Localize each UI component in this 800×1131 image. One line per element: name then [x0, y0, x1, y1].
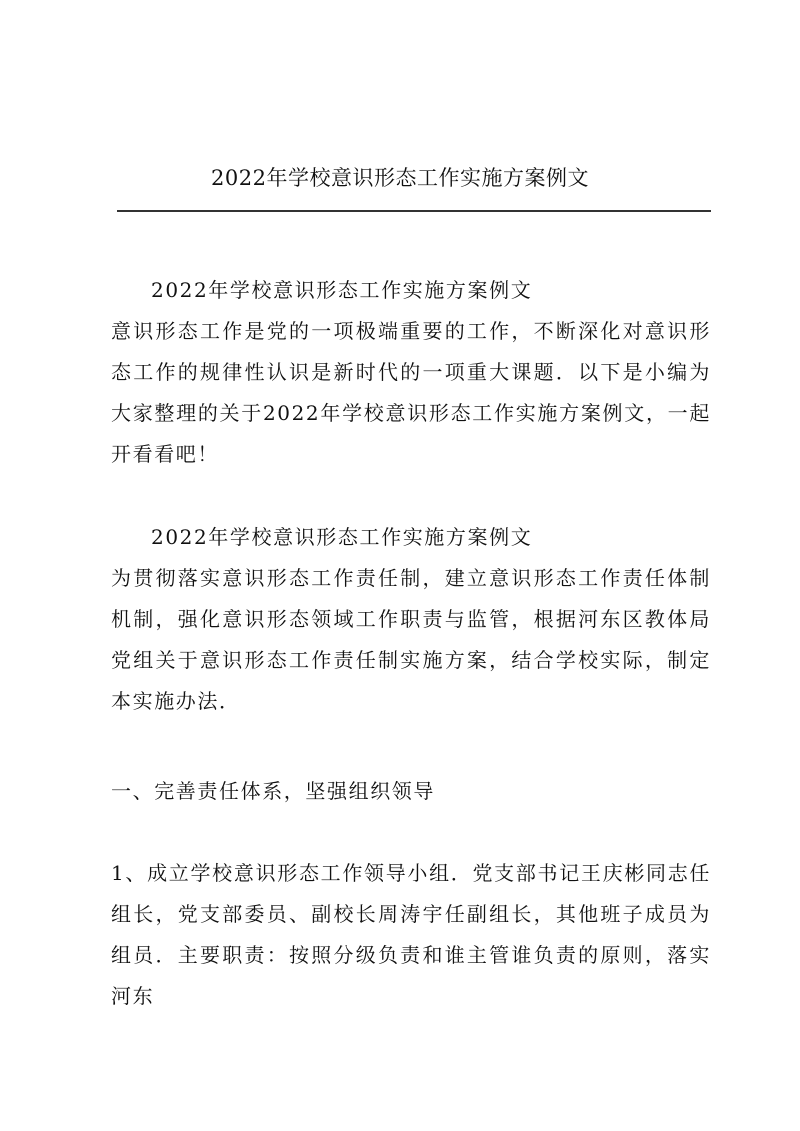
document-title: 2022年学校意识形态工作实施方案例文 — [211, 166, 589, 190]
section-one-heading: 一、完善责任体系，坚强组织领导 — [111, 779, 435, 803]
intro-section — [111, 270, 711, 475]
item-one-paragraph: 1、成立学校意识形态工作领导小组．党支部书记王庆彬同志任组长，党支部委员、副校长周涛宇任副组长，其他班子成员为组员．主要职责：按照分级负责和谁主管谁负责的原则，落实河东 — [111, 861, 711, 1008]
title-divider — [117, 210, 711, 212]
intro-heading: 2022年学校意识形态工作实施方案例文 — [151, 278, 533, 302]
plan-paragraph: 为贯彻落实意识形态工作责任制，建立意识形态工作责任体制机制，强化意识形态领域工作职责与监管，根据河东区教体局党组关于意识形态工作责任制实施方案，结合学校实际，制定本实施办法． — [111, 566, 711, 713]
intro-paragraph: 意识形态工作是党的一项极端重要的工作，不断深化对意识形态工作的规律性认识是新时代的一项重大课题．以下是小编为大家整理的关于2022年学校意识形态工作实施方案例文，一起开看看吧！ — [111, 319, 711, 466]
plan-heading: 2022年学校意识形态工作实施方案例文 — [151, 525, 533, 549]
plan-section — [111, 517, 711, 722]
